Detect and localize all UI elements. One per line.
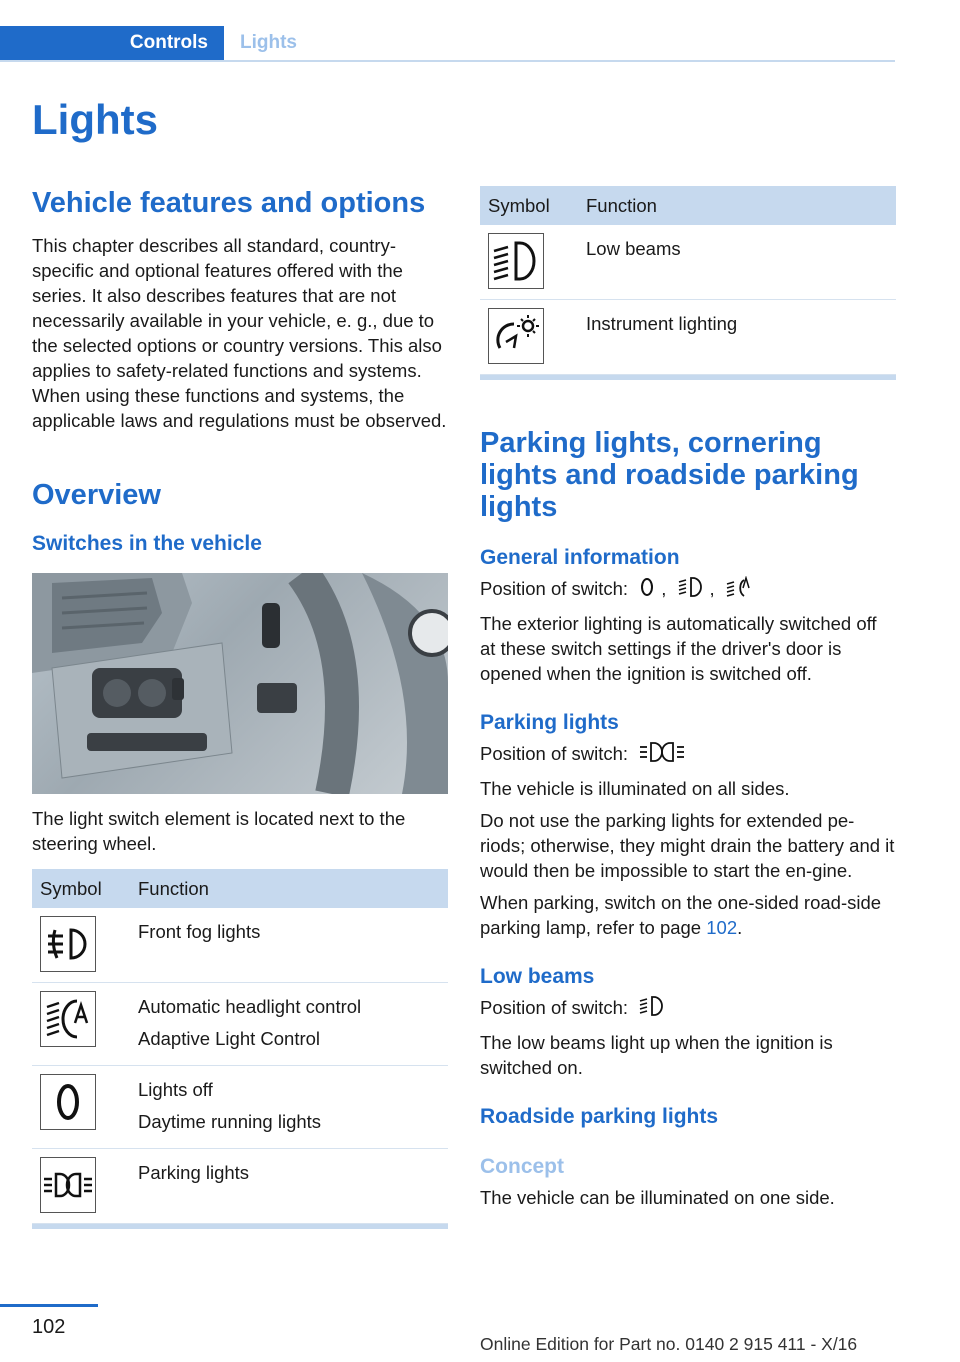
column-header-symbol: Symbol [32,869,130,908]
column-header-function: Function [578,186,896,225]
table-end-rule [480,375,896,380]
auto-headlight-icon [40,991,96,1047]
chapter-header [0,26,895,62]
features-paragraph: This chapter describes all standard, country-specific and optional features offered with the series. It also describes features that are not necessarily available in your vehicle, e. g., due to the selected options or country versions. This also applies to safety-related functions and systems. When using these functions and systems, the applicable laws and regulations must be observed. [32,235,447,431]
parking-light-icon [40,1157,96,1213]
front-fog-light-icon [40,916,96,972]
page-title: Lights [32,96,158,143]
position-of-switch-low-beams: Position of switch: [480,995,896,1023]
function-label: Instrument lighting [586,313,738,334]
light-switch-photo [32,573,448,794]
table-row [32,908,448,983]
low-beam-icon [678,576,704,604]
table-row [480,300,896,375]
parking-light-icon [639,741,685,769]
heading-concept: Concept [480,1155,564,1179]
position-of-switch-general: Position of switch: , , [480,576,896,604]
function-label: Low beams [586,238,681,259]
function-label: Adaptive Light Control [138,1028,321,1049]
function-label: Parking lights [138,1162,250,1183]
low-beams-ignition-paragraph: The low beams light up when the ignition is switched on. [480,1032,833,1079]
left-column [32,184,448,1229]
function-label: Automatic headlight control [138,996,362,1017]
edition-footer: Online Edition for Part no. 0140 2 915 411 - X/16 [480,1334,858,1354]
function-label: Daytime running lights [138,1111,322,1132]
page-reference-link[interactable]: 102 [706,917,738,939]
column-header-symbol: Symbol [480,186,578,225]
lights-off-icon [40,1074,96,1130]
section-tab-lights[interactable]: Lights [240,32,297,53]
heading-roadside-parking-lights: Roadside parking lights [480,1105,719,1129]
page-number: 102 [32,1316,66,1338]
illuminated-all-sides: The vehicle is illuminated on all sides. [480,778,790,800]
heading-general-information: General information [480,546,680,569]
exterior-lighting-paragraph: The exterior lighting is automatically switched off at these switch settings if the driver's door is opened when the ignition is switched off. [480,613,877,685]
heading-vehicle-features: Vehicle features and options [32,187,426,219]
instrument-lighting-icon [488,308,544,364]
heading-parking-lights: Parking lights [480,711,619,735]
dashboard-illustration [32,573,448,794]
table-row [480,225,896,300]
heading-overview: Overview [32,479,161,511]
footer-rule [0,1304,98,1307]
battery-warning-paragraph: Do not use the parking lights for extended pe-riods; otherwise, they might drain the battery and it would then be impossible to start the en-gine. [480,810,895,882]
heading-switches: Switches in the vehicle [32,532,262,555]
right-column [480,184,896,1210]
one-side-paragraph: The vehicle can be illuminated on one side. [480,1187,835,1209]
position-of-switch-parking: Position of switch: [480,741,896,769]
column-header-function: Function [130,869,448,908]
function-label: Lights off [138,1079,213,1100]
low-beam-icon [488,233,544,289]
table-row [32,1066,448,1149]
table-row [32,1149,448,1224]
lights-off-icon [639,577,655,603]
auto-headlight-icon [726,576,752,604]
heading-parking-cornering: Parking lights, cornering lights and roadside parking lights [480,427,859,523]
function-label: Front fog lights [138,921,261,942]
symbol-table-right [480,186,896,375]
table-row [32,983,448,1066]
heading-low-beams: Low beams [480,965,595,989]
chapter-tab-controls[interactable]: Controls [0,26,224,60]
table-end-rule [32,1224,448,1229]
one-sided-parking-paragraph: When parking, switch on the one-sided road-side parking lamp, refer to page 102. [480,892,882,939]
symbol-table-left [32,869,448,1224]
light-switch-location: The light switch element is located next to the steering wheel. [32,808,406,854]
low-beam-icon [639,995,665,1023]
